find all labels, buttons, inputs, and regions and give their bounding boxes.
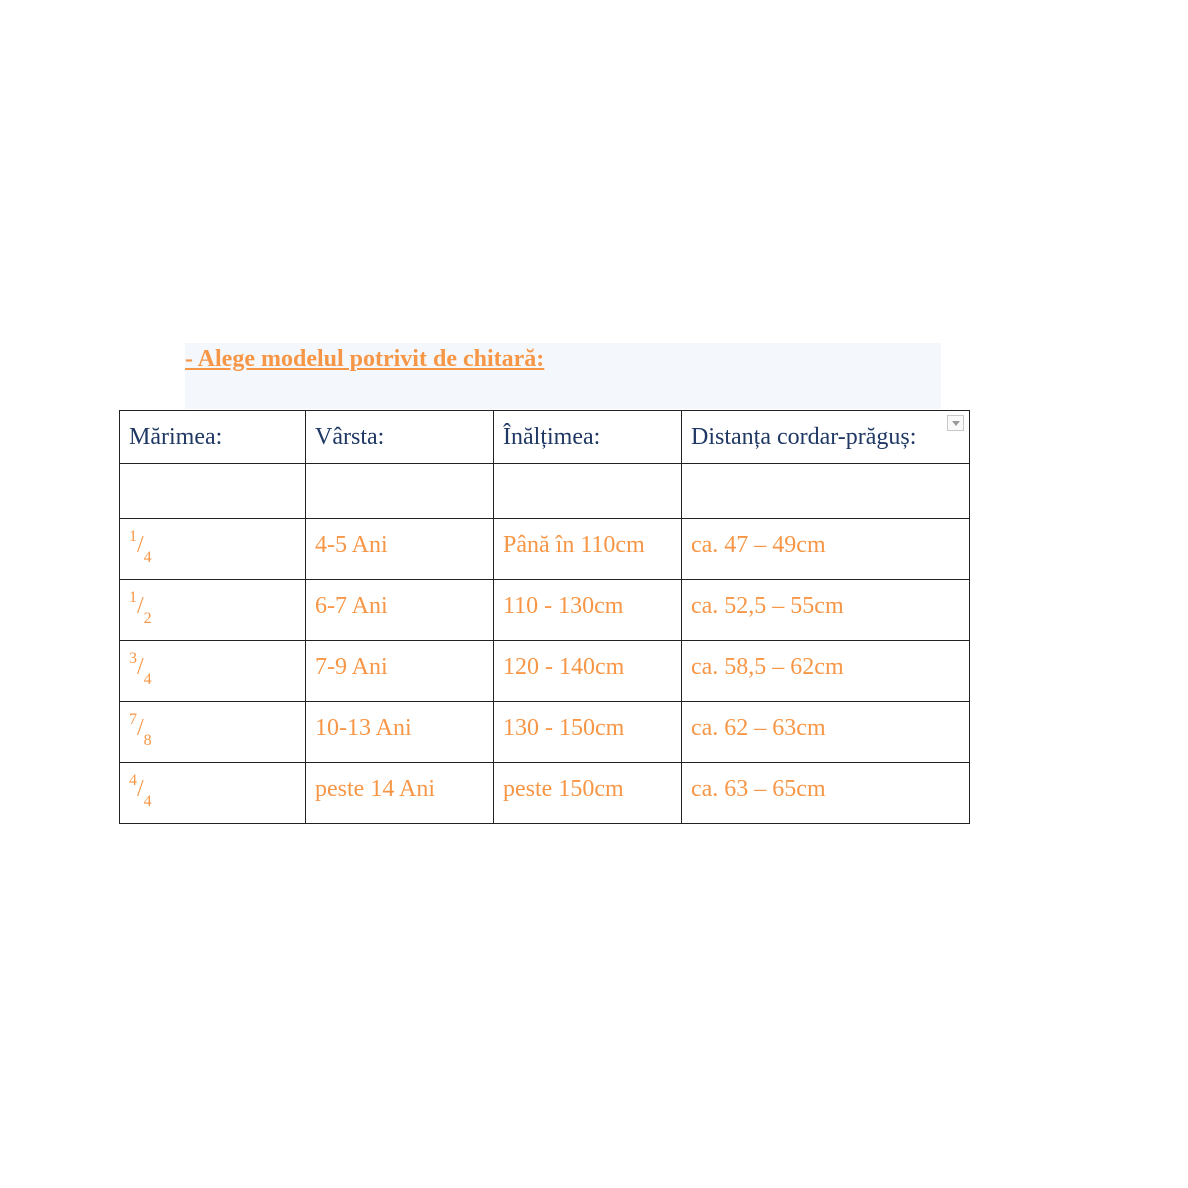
fraction-numerator: 3: [129, 650, 137, 667]
distance-cell: ca. 52,5 – 55cm: [682, 580, 970, 641]
table-row: [120, 702, 970, 763]
age-cell: 6-7 Ani: [306, 580, 494, 641]
height-cell: 130 - 150cm: [494, 702, 682, 763]
fraction-numerator: 1: [129, 528, 137, 545]
fraction-slash: /: [137, 654, 144, 680]
fraction-numerator: 1: [129, 589, 137, 606]
table-row: [120, 641, 970, 702]
header-height: Înălțimea:: [494, 411, 682, 464]
header-distance: Distanța cordar-prăguș:: [682, 411, 970, 464]
size-cell: [120, 763, 306, 824]
fraction-slash: /: [137, 776, 144, 802]
distance-cell: ca. 58,5 – 62cm: [682, 641, 970, 702]
table-body: [120, 519, 970, 824]
size-cell: [120, 641, 306, 702]
fraction-denominator: 4: [143, 792, 152, 810]
age-cell: peste 14 Ani: [306, 763, 494, 824]
table-blank-row: [120, 464, 970, 519]
fraction-slash: /: [137, 593, 144, 619]
fraction-slash: /: [137, 532, 144, 558]
size-fraction: [129, 528, 152, 566]
distance-cell: ca. 63 – 65cm: [682, 763, 970, 824]
guitar-size-table: [119, 410, 970, 824]
size-cell: [120, 519, 306, 580]
age-cell: 10-13 Ani: [306, 702, 494, 763]
table-row: [120, 519, 970, 580]
size-fraction: [129, 772, 152, 810]
table-cell: [306, 464, 494, 519]
table-row: [120, 763, 970, 824]
table-cell: [682, 464, 970, 519]
height-cell: 110 - 130cm: [494, 580, 682, 641]
size-fraction: [129, 589, 152, 627]
size-cell: [120, 702, 306, 763]
table-row: [120, 580, 970, 641]
dropdown-arrow-icon[interactable]: [947, 415, 964, 431]
distance-cell: ca. 47 – 49cm: [682, 519, 970, 580]
age-cell: 4-5 Ani: [306, 519, 494, 580]
height-cell: Până în 110cm: [494, 519, 682, 580]
fraction-numerator: 7: [129, 711, 137, 728]
fraction-numerator: 4: [129, 772, 137, 789]
height-cell: 120 - 140cm: [494, 641, 682, 702]
section-heading: - Alege modelul potrivit de chitară:: [185, 346, 545, 372]
size-fraction: [129, 650, 152, 688]
fraction-denominator: 2: [143, 609, 152, 627]
height-cell: peste 150cm: [494, 763, 682, 824]
header-age: Vârsta:: [306, 411, 494, 464]
fraction-denominator: 4: [143, 548, 152, 566]
size-fraction: [129, 711, 152, 749]
distance-cell: ca. 62 – 63cm: [682, 702, 970, 763]
fraction-slash: /: [137, 715, 144, 741]
age-cell: 7-9 Ani: [306, 641, 494, 702]
table-cell: [494, 464, 682, 519]
table-header-row: [120, 411, 970, 464]
size-cell: [120, 580, 306, 641]
fraction-denominator: 4: [143, 670, 152, 688]
fraction-denominator: 8: [143, 731, 152, 749]
table-cell: [120, 464, 306, 519]
header-size: Mărimea:: [120, 411, 306, 464]
